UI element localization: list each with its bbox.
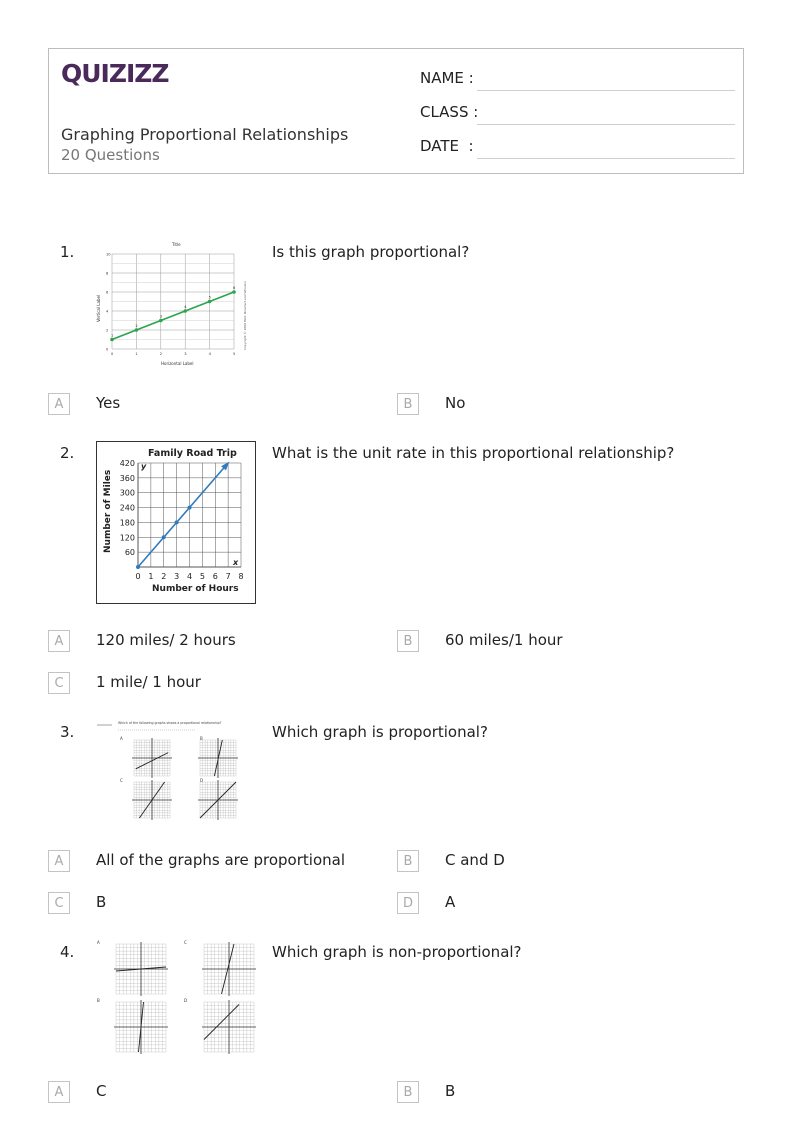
answer-option[interactable] bbox=[48, 393, 348, 417]
q2-x-tick-label: 7 bbox=[225, 572, 231, 581]
q3-figure-prompt: Which of the following graphs shows a proportional relationship? bbox=[118, 721, 222, 725]
q1-point-label: 2 bbox=[135, 324, 138, 328]
name-line bbox=[477, 90, 735, 91]
option-text: A bbox=[445, 893, 456, 911]
answer-option[interactable] bbox=[48, 850, 388, 874]
q1-y-tick-label: 6 bbox=[106, 290, 109, 295]
option-text: B bbox=[96, 893, 107, 911]
q1-data-point bbox=[183, 309, 187, 313]
question-count: 20 Questions bbox=[61, 146, 160, 164]
q3-panel-label-a: A bbox=[120, 736, 123, 741]
answer-option[interactable] bbox=[397, 1081, 697, 1105]
option-text: 120 miles/ 2 hours bbox=[96, 631, 236, 649]
q1-x-tick-label: 1 bbox=[135, 352, 138, 356]
answer-option[interactable] bbox=[397, 892, 697, 916]
q1-y-tick-label: 10 bbox=[106, 252, 111, 257]
option-text: All of the graphs are proportional bbox=[96, 851, 345, 869]
q2-x-tick-label: 2 bbox=[161, 572, 167, 581]
date-field[interactable] bbox=[420, 135, 735, 159]
q2-line-chart bbox=[96, 441, 256, 604]
q2-y-tick-label: 180 bbox=[119, 518, 135, 528]
q1-x-tick-label: 4 bbox=[208, 352, 211, 356]
q2-x-tick-label: 8 bbox=[238, 572, 244, 581]
option-letter-box: B bbox=[397, 393, 419, 415]
question-text: What is the unit rate in this proportional relationship? bbox=[272, 444, 675, 462]
option-text: 60 miles/1 hour bbox=[445, 631, 563, 649]
q2-y-tick-label: 420 bbox=[119, 459, 135, 468]
q2-y-tick-label: 60 bbox=[124, 548, 135, 558]
worksheet-title: Graphing Proportional Relationships bbox=[61, 125, 349, 144]
q4-panel-label-c: C bbox=[184, 940, 187, 945]
q4-panel-label-b: B bbox=[97, 998, 100, 1003]
q1-point-label: 6 bbox=[233, 286, 236, 290]
q1-data-point bbox=[159, 319, 163, 323]
q1-y-tick-label: 4 bbox=[106, 309, 109, 314]
q2-x-axis-label: Number of Hours bbox=[152, 584, 239, 594]
question-text: Is this graph proportional? bbox=[272, 243, 470, 261]
option-text: B bbox=[445, 1082, 456, 1100]
q1-line-chart bbox=[96, 240, 258, 368]
question-number: 4. bbox=[60, 943, 75, 961]
answer-option[interactable] bbox=[48, 892, 348, 916]
q1-data-point bbox=[110, 338, 114, 342]
q4-four-graph-figure bbox=[96, 938, 256, 1056]
q1-data-point bbox=[208, 300, 212, 304]
option-text: C and D bbox=[445, 851, 505, 869]
option-letter-box: D bbox=[397, 892, 419, 914]
q2-data-point bbox=[175, 520, 179, 524]
date-line bbox=[477, 158, 735, 159]
q2-data-point bbox=[188, 506, 192, 510]
q1-point-label: 1 bbox=[111, 333, 114, 338]
name-label: NAME : bbox=[420, 69, 474, 87]
q1-x-tick-label: 0 bbox=[111, 352, 114, 356]
q2-x-tick-label: 1 bbox=[148, 572, 154, 581]
q1-point-label: 4 bbox=[184, 305, 187, 309]
class-label: CLASS : bbox=[420, 103, 479, 121]
q3-panel-label-d: D bbox=[200, 778, 204, 783]
worksheet-header bbox=[48, 48, 744, 174]
q1-y-tick-label: 8 bbox=[106, 271, 109, 276]
option-letter-box: C bbox=[48, 672, 70, 694]
class-line bbox=[477, 124, 735, 125]
q1-x-tick-label: 3 bbox=[184, 352, 187, 356]
q2-chart-title: Family Road Trip bbox=[148, 448, 237, 459]
date-label: DATE : bbox=[420, 137, 474, 155]
q1-point-label: 3 bbox=[159, 314, 163, 319]
question-text: Which graph is non-proportional? bbox=[272, 943, 522, 961]
q2-y-tick-label: 240 bbox=[119, 503, 135, 513]
option-letter-box: A bbox=[48, 850, 70, 872]
q2-y-tick-label: 120 bbox=[119, 533, 135, 543]
option-text: No bbox=[445, 394, 466, 412]
option-letter-box: A bbox=[48, 630, 70, 652]
answer-option[interactable] bbox=[397, 850, 697, 874]
answer-option[interactable] bbox=[48, 672, 368, 696]
option-letter-box: A bbox=[48, 1081, 70, 1103]
q1-data-point bbox=[232, 290, 236, 294]
q1-data-point bbox=[135, 328, 139, 332]
q2-y-tick-label: 300 bbox=[119, 488, 135, 498]
q1-y-axis-label: Vertical Label bbox=[96, 294, 101, 322]
q3-four-graph-figure bbox=[96, 718, 256, 826]
q1-x-axis-label: Horizontal Label bbox=[161, 361, 194, 366]
answer-option[interactable] bbox=[48, 1081, 348, 1105]
q1-chart-title: Title bbox=[172, 242, 181, 247]
q2-data-point bbox=[162, 535, 166, 539]
q4-panel-label-d: D bbox=[184, 998, 188, 1003]
quizizz-logo: QUIZIZZ bbox=[61, 59, 169, 88]
q1-x-tick-label: 2 bbox=[159, 352, 163, 356]
option-letter-box: A bbox=[48, 393, 70, 415]
q2-x-tick-label: 5 bbox=[199, 572, 205, 581]
q1-data-line bbox=[112, 292, 234, 340]
q1-y-tick-label: 0 bbox=[106, 347, 109, 352]
q3-panel-label-c: C bbox=[120, 778, 123, 783]
option-text: 1 mile/ 1 hour bbox=[96, 673, 201, 691]
option-letter-box: B bbox=[397, 1081, 419, 1103]
option-text: Yes bbox=[96, 394, 121, 412]
option-letter-box: B bbox=[397, 630, 419, 652]
answer-option[interactable] bbox=[48, 630, 368, 654]
name-field[interactable] bbox=[420, 67, 735, 91]
answer-option[interactable] bbox=[397, 393, 697, 417]
q1-point-label: 5 bbox=[208, 295, 211, 300]
question-number: 3. bbox=[60, 723, 75, 741]
class-field[interactable] bbox=[420, 101, 735, 125]
q2-x-tick-label: 4 bbox=[186, 572, 193, 581]
option-text: C bbox=[96, 1082, 107, 1100]
question-number: 2. bbox=[60, 444, 75, 462]
option-letter-box: C bbox=[48, 892, 70, 914]
q1-copyright-note: Copyright © 2006 Holt, Rinehart and Winston bbox=[243, 281, 247, 350]
q2-y-axis-letter: y bbox=[141, 462, 147, 471]
q2-y-tick-label: 360 bbox=[119, 473, 135, 483]
question-number: 1. bbox=[60, 243, 75, 261]
question-text: Which graph is proportional? bbox=[272, 723, 488, 741]
q2-data-point bbox=[136, 565, 140, 569]
q2-x-axis-letter: x bbox=[233, 558, 239, 567]
q1-y-tick-label: 2 bbox=[106, 328, 109, 333]
answer-option[interactable] bbox=[397, 630, 717, 654]
q1-x-tick-label: 5 bbox=[233, 352, 236, 356]
q2-y-axis-label: Number of Miles bbox=[103, 469, 113, 553]
q2-x-tick-label: 0 bbox=[135, 572, 141, 581]
q3-panel-label-b: B bbox=[200, 736, 203, 741]
q4-panel-label-a: A bbox=[97, 940, 100, 945]
option-letter-box: B bbox=[397, 850, 419, 872]
q2-x-tick-label: 3 bbox=[174, 572, 180, 581]
q2-x-tick-label: 6 bbox=[212, 572, 218, 581]
